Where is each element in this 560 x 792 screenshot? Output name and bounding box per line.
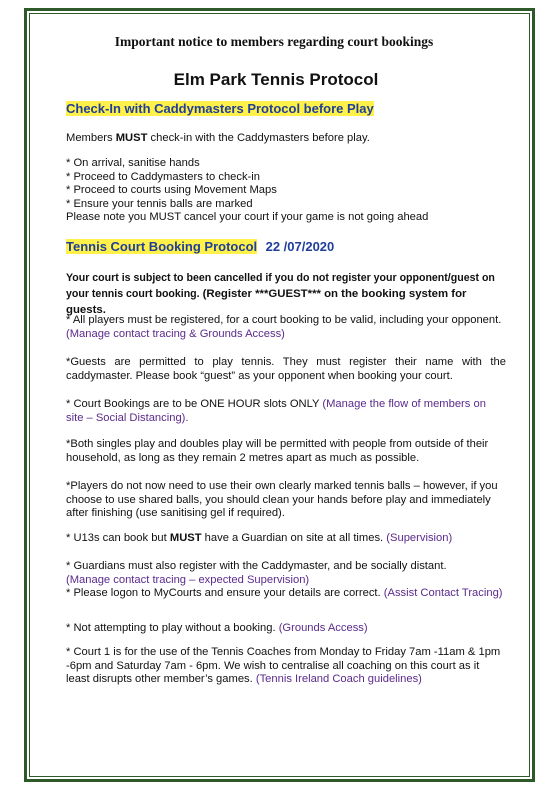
booking-item-text: * Court 1 is for the use of the Tennis Coaches from Monday to Friday 7am -11am & 1pm -6pm and Saturday 7am - 6pm. We wish to centralise all coaching on this court as it least disrupts other member’s games. [66,646,501,685]
booking-item [66,646,506,687]
booking-item-text: *Players do not now need to use their own clearly marked tennis balls – however, if you choose to use shared balls, you should clean your hands before play and immediately after finishing (use sanitising gel if required). [66,480,498,519]
booking-item-note: (Assist Contact Tracing) [383,587,503,599]
checkin-intro [66,132,506,146]
booking-item-text: * Please logon to MyCourts and ensure your details are correct. [66,587,384,599]
booking-item-text: * All players must be registered, for a court booking to be valid, including your opponent. [66,314,502,326]
checkin-heading: Check-In with Caddymasters Protocol before Play [66,101,374,116]
booking-item [66,560,506,601]
booking-item-text: *Guests are permitted to play tennis. They must register their name with the caddymaster. Please book “guest” as your opponent when booking your court. [66,356,506,382]
booking-item-note: (Tennis Ireland Coach guidelines) [255,673,422,685]
booking-item-note: (Manage contact tracing – expected Supervision) [66,573,310,586]
notice-heading: Important notice to members regarding court bookings [114,34,434,49]
booking-item-note: (Manage the flow of members on site – Social Distancing). [66,398,486,424]
checkin-intro-post: check-in with the Caddymasters before play. [147,132,370,144]
checkin-intro-must: MUST [115,132,148,144]
booking-section-header [66,238,506,256]
booking-item-note: (Manage contact tracing & Grounds Access) [66,327,285,340]
checkin-step: * Ensure your tennis balls are marked [66,197,253,210]
booking-item-text-pre: * U13s can book but [66,532,170,544]
booking-heading: Tennis Court Booking Protocol [66,239,258,254]
booking-item-text: * Guardians must also register with the Caddymaster, and be socially distant. [66,560,447,572]
booking-item-text: * Court Bookings are to be ONE HOUR slots ONLY [66,398,323,410]
checkin-step: * On arrival, sanitise hands [66,157,200,169]
booking-date: 22 /07/2020 [265,239,335,254]
page-title: Elm Park Tennis Protocol [173,70,379,89]
booking-item [66,622,506,636]
checkin-section [66,100,506,118]
cancel-note: Please note you MUST cancel your court if your game is not going ahead [66,211,429,223]
booking-item-text-bold: MUST [169,532,202,544]
checkin-intro-pre: Members [66,132,116,144]
booking-item [66,480,506,521]
booking-item-note: (Grounds Access) [278,622,368,634]
booking-warning-register: (Register ***GUEST*** on the booking system for guests. [66,288,467,316]
booking-item-text: * Not attempting to play without a booking. [66,622,279,634]
checkin-steps [66,157,506,225]
booking-warning-text: Your court is subject to been cancelled if you do not register your opponent/guest on your tennis court booking. [66,272,495,300]
checkin-step: * Proceed to Caddymasters to check-in [66,170,261,183]
checkin-step: * Proceed to courts using Movement Maps [66,184,277,196]
booking-item [66,587,506,601]
booking-item [66,438,506,465]
booking-item-text: *Both singles play and doubles play will be permitted with people from outside of their household, as long as they remain 2 metres apart as much as possible. [66,438,489,464]
booking-item [66,356,506,383]
booking-item [66,532,506,546]
booking-item [66,398,506,425]
booking-item-note: (Supervision) [386,532,453,544]
booking-item-text-post: have a Guardian on site at all times. [201,532,387,544]
booking-item [66,314,506,341]
booking-warning [66,270,506,318]
